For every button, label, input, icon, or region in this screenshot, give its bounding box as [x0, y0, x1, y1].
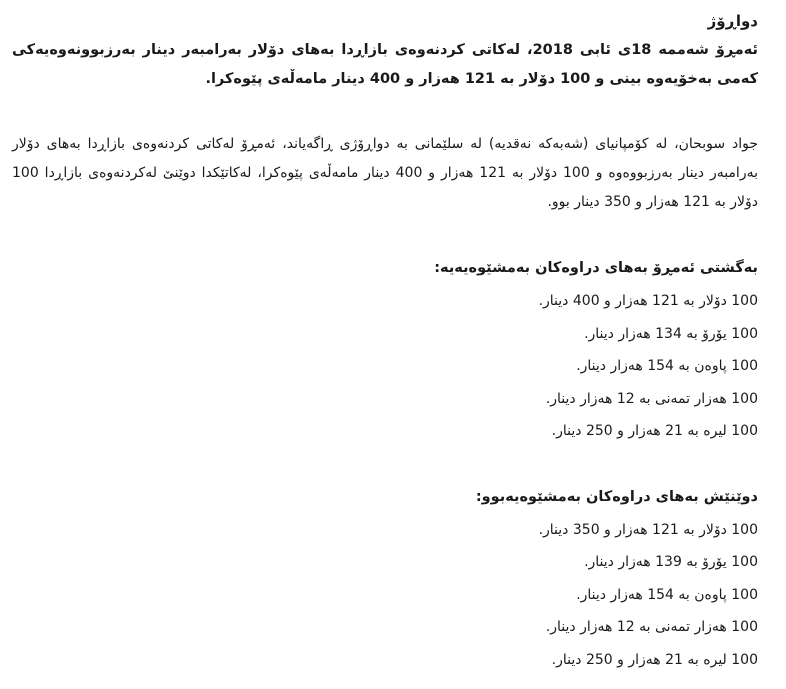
today-rates-heading: بەگشتی ئەمڕۆ بەهای دراوەکان بەمشێوەیەیە:: [434, 260, 758, 276]
rate-item-irr: 100 هەزار تمەنی بە 12 هەزار دینار.: [545, 619, 758, 635]
article-source: دواڕۆژ: [707, 12, 758, 30]
yesterday-rates-list: [12, 514, 758, 677]
rate-item-eur: 100 یۆرۆ بە 139 هەزار دینار.: [584, 554, 758, 570]
rate-item-try: 100 لیرە بە 21 هەزار و 250 دینار.: [551, 423, 758, 439]
yesterday-rates-section: [12, 484, 758, 677]
rate-item-try: 100 لیرە بە 21 هەزار و 250 دینار.: [551, 651, 758, 668]
yesterday-rates-heading: دوێنێش بەهای دراوەکان بەمشێوەیەبوو:: [475, 488, 758, 505]
rate-item-usd: 100 دۆلار بە 121 هەزار و 400 دینار.: [538, 293, 758, 309]
rate-item-irr: 100 هەزار تمەنی بە 12 هەزار دینار.: [545, 390, 758, 407]
rate-item-eur: 100 یۆرۆ بە 134 هەزار دینار.: [584, 325, 758, 342]
today-rates-list: [12, 285, 758, 448]
article-body: جواد سوبحان، لە کۆمپانیای (شەبەکە نەقدیە) لە سلێمانی بە دواڕۆژی ڕاگەیاند، ئەمڕۆ لەکاتی کردنەوەی بازاڕدا بەهای دۆلار بەرامبەر دینار بەرزبووەوە و 100 دۆلار بە 121 هەزار و 400 دینار مامەڵەی پێوەکرا، لەکاتێکدا دوێنێ لەکردنەوەی بازاڕدا 100 دۆلار بە 121 هەزار و 350 دینار بوو.: [12, 136, 758, 210]
today-rates-section: [12, 255, 758, 448]
rate-item-gbp: 100 پاوەن بە 154 هەزار دینار.: [576, 586, 758, 603]
article-lead: ئەمڕۆ شەممە 18ی ئابی 2018، لەکاتی کردنەوەی بازاڕدا بەهای دۆلار بەرامبەر دینار بەرزبوونەوەیەکی کەمی بەخۆیەوە بینی و 100 دۆلار بە 121 هەزار و 400 دینار مامەڵەی پێوەکرا.: [12, 42, 758, 87]
rate-item-usd: 100 دۆلار بە 121 هەزار و 350 دینار.: [538, 521, 758, 538]
rate-item-gbp: 100 پاوەن بە 154 هەزار دینار.: [576, 358, 758, 374]
